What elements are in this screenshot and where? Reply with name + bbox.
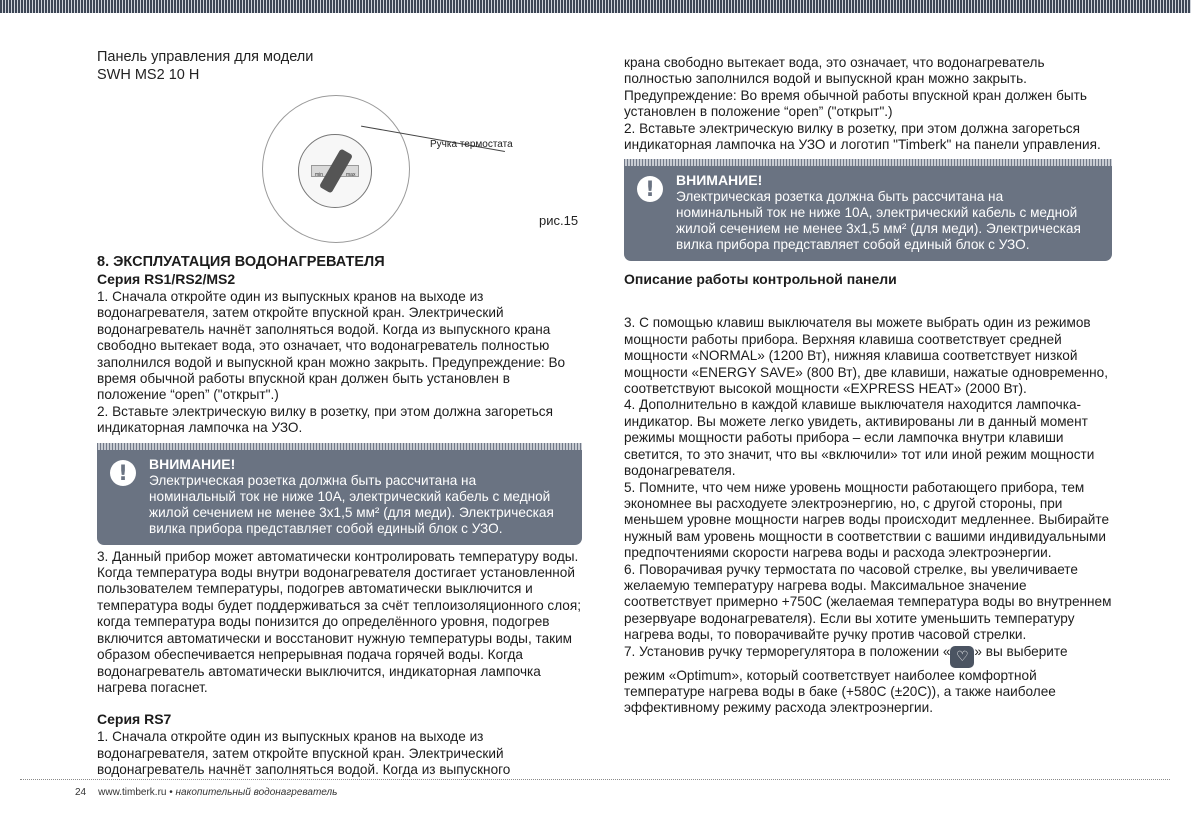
panel-caption [97, 48, 582, 84]
page-number: 24 [75, 787, 87, 798]
heart-icon: ♡ [950, 646, 974, 668]
control-panel-heading: Описание работы контрольной панели [624, 271, 897, 288]
warning-box [624, 166, 1112, 261]
footer-product: накопительный водонагреватель [175, 787, 338, 798]
optimum-text-start: 7. Установив ручку терморегулятора в положении « [624, 643, 951, 659]
warning-title: ВНИМАНИЕ! [676, 172, 763, 189]
step-3-text: 3. Данный прибор может автоматически контролировать температуру воды. Когда температура воды внутри водонагревателя достигает установленной пользователем температуры, подогрев автоматически выключится и температура воды будет поддерживаться за счёт теплоизоляционного слоя; когда температура воды понизится до определённого уровня, подогрев включится автоматически и восстановит нужную температуры воды, таким образом обеспечивается непрерывная подача горячей воды. Когда водонагреватель автоматически выключится, индикаторная лампочка нагрева погаснет. [97, 548, 582, 695]
series-rs7-heading: Серия RS7 [97, 711, 172, 728]
right-column [624, 55, 1112, 717]
continued-step-2-text: 2. Вставьте электрическую вилку в розетку, при этом должна загореться индикаторная лампочка на УЗО и логотип "Timberk" на панели управления. [624, 120, 1101, 153]
header-stripe [0, 0, 1191, 13]
warning-stripe [97, 443, 582, 450]
power-level-text: 5. Помните, что чем ниже уровень мощности работающего прибора, тем экономнее вы расходуете электроэнергию, но, с другой стороны, при меньшем уровне мощности нагрев воды происходит медленнее. Выбирайте нужный вам уровень мощности в соответствии с вашими индивидуальными предпочтениями скорости нагрева воды и расхода электроэнергии. [624, 479, 1110, 561]
optimum-mode-text [624, 644, 1112, 717]
step-2-text: 2. Вставьте электрическую вилку в розетку, при этом должна загореться индикаторная лампочка на УЗО. [97, 403, 553, 436]
step-1-text: 1. Сначала откройте один из выпускных кранов на выходе из водонагревателя, затем откройте впускной кран. Электрический водонагреватель начнёт заполняться водой. Когда из выпускного крана свободно вытекает вода, это означает, что водонагреватель полностью заполнился водой и выпускной кран можно закрыть. Предупреждение: Во время обычной работы впускной кран должен быть установлен в положение “open” ("открыт".) [97, 289, 566, 403]
panel-caption-line2: SWH MS2 10 H [97, 67, 200, 83]
thermostat-knob-text: 6. Поворачивая ручку термостата по часовой стрелке, вы увеличиваете желаемую температуру нагрева воды. Максимальное значение соответствует примерно +750С (желаемая температура воды во внутреннем резервуаре водонагревателя). Если вы хотите уменьшить температуру нагрева воды, то поворачивайте ручку против часовой стрелки. [624, 561, 1112, 643]
figure-number: рис.15 [539, 213, 579, 228]
warning-text: Электрическая розетка должна быть рассчитана на номинальный ток не ниже 10А, электрический кабель с медной жилой сечением не менее 3х1,5 мм² (для меди). Электрическая вилка прибора представляет собой единый блок с УЗО. [149, 472, 554, 536]
footer-divider [20, 779, 1170, 780]
thermostat-figure [97, 94, 582, 240]
footer-site: www.timberk.ru [98, 787, 167, 798]
series-rs-heading: Серия RS1/RS2/MS2 [97, 271, 236, 287]
footer-separator: • [166, 787, 176, 798]
indicator-lamp-text: 4. Дополнительно в каждой клавише выключателя находится лампочка-индикатор. Вы можете легко увидеть, активированы ли в данный момент режимы мощности работы прибора – если лампочка внутри клавиши светится, то это значит, что вы «включили» тот или иной режим мощности водонагревателя. [624, 397, 1095, 479]
rs7-step-1-text: 1. Сначала откройте один из выпускных кранов на выходе из водонагревателя, затем откройте впускной кран. Электрический водонагреватель начнёт заполняться водой. Когда из выпускного [97, 729, 511, 778]
warning-stripe [624, 159, 1112, 166]
section-heading: 8. ЭКСПЛУАТАЦИЯ ВОДОНАГРЕВАТЕЛЯ [97, 254, 385, 270]
knob-max-label: max [346, 172, 356, 178]
callout-label: Ручка термостата [430, 139, 513, 150]
panel-caption-line1: Панель управления для модели [97, 49, 314, 65]
optimum-text-end: » вы выберите режим «Optimum», который соответствует наиболее комфортной температуре нагрева воды в баке (+580С (±20С)), а также наиболее эффективному режиму расхода электроэнергии. [624, 643, 1068, 716]
power-modes-text: 3. С помощью клавиш выключателя вы можете выбрать один из режимов мощности работы прибора. Верхняя клавиша соответствует средней мощности «NORMAL» (1200 Вт), нижняя клавиша соответствует низкой мощности «ENERGY SAVE» (800 Вт), две клавиши, нажатые одновременно, соответствуют высокой мощности «EXPRESS HEAT» (2000 Вт). [624, 315, 1108, 397]
exclamation-icon: ! [637, 176, 663, 202]
knob-min-label: min [315, 172, 324, 178]
footer [75, 787, 337, 798]
warning-box [97, 450, 582, 545]
left-column [97, 48, 582, 779]
warning-text: Электрическая розетка должна быть рассчитана на номинальный ток не ниже 10А, электрический кабель с медной жилой сечением не менее 3х1,5 мм² (для меди). Электрическая вилка прибора представляет собой единый блок с УЗО. [676, 189, 1081, 253]
warning-title: ВНИМАНИЕ! [149, 455, 236, 472]
exclamation-icon: ! [110, 460, 136, 486]
continued-step-1-text: крана свободно вытекает вода, это означает, что водонагреватель полностью заполнился водой и выпускной кран можно закрыть. Предупреждение: Во время обычной работы впускной кран должен быть установлен в положение “open” ("открыт".) [624, 55, 1087, 120]
